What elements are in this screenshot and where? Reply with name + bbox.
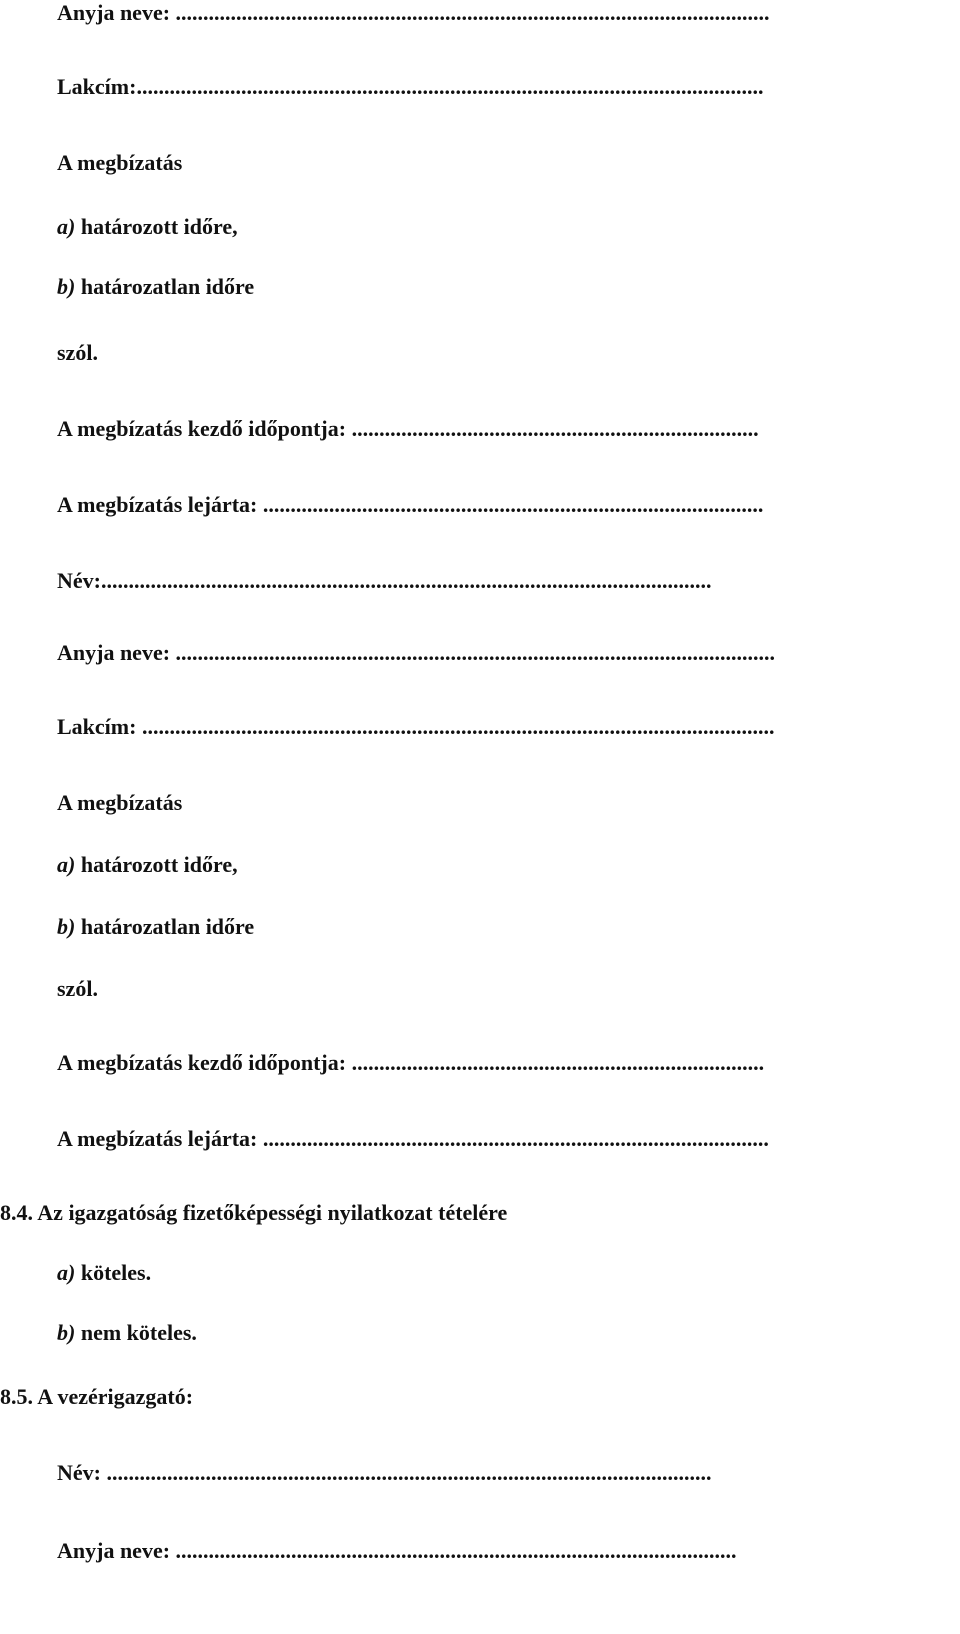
section-heading-8-5 [0, 1384, 193, 1410]
option-indefinite-term [57, 274, 254, 300]
option-marker: a) [57, 852, 76, 877]
mandate-text [57, 150, 182, 176]
option-text: határozatlan időre [80, 914, 255, 939]
field-label: Anyja neve: [57, 1538, 171, 1563]
field-dots: .................................................................................................................. [136, 74, 764, 99]
text: A megbízatás [57, 150, 183, 175]
option-not-obliged [57, 1320, 197, 1346]
section-title: Az igazgatóság fizetőképességi nyilatkozat tételére [37, 1200, 508, 1225]
field-address [57, 714, 774, 740]
option-marker: b) [57, 274, 76, 299]
field-label: A megbízatás kezdő időpontja: [57, 416, 347, 441]
option-marker: a) [57, 214, 76, 239]
field-dots: ............................................................................................................... [100, 568, 712, 593]
field-mother-name [57, 640, 775, 666]
field-mandate-end [57, 1126, 769, 1152]
field-label: A megbízatás kezdő időpontja: [57, 1050, 347, 1075]
option-marker: b) [57, 914, 76, 939]
option-indefinite-term [57, 914, 254, 940]
field-dots: .............................................................................................................. [106, 1460, 712, 1485]
field-mandate-end [57, 492, 763, 518]
field-label: A megbízatás lejárta: [57, 492, 258, 517]
field-mandate-start [57, 1050, 764, 1076]
field-mother-name [57, 1538, 737, 1564]
field-dots: ............................................................................................................. [175, 640, 776, 665]
section-number: 8.4. [0, 1200, 33, 1225]
field-name [57, 1460, 711, 1486]
text: szól. [57, 340, 98, 365]
option-marker: b) [57, 1320, 76, 1345]
field-dots: .......................................................................... [351, 416, 759, 441]
option-fixed-term [57, 852, 238, 878]
option-text: nem köteles. [80, 1320, 197, 1345]
section-title: A vezérigazgató: [37, 1384, 194, 1409]
field-dots: ............................................................................................ [262, 1126, 769, 1151]
option-text: határozatlan időre [80, 274, 255, 299]
mandate-text [57, 790, 182, 816]
text: szól. [57, 976, 98, 1001]
option-marker: a) [57, 1260, 76, 1285]
field-label: Anyja neve: [57, 0, 171, 25]
field-dots: ............................................................................................................ [175, 0, 770, 25]
option-text: határozott időre, [80, 852, 238, 877]
field-address [57, 74, 763, 100]
field-dots: ........................................................................................... [262, 492, 764, 517]
field-name [57, 568, 711, 594]
field-label: A megbízatás lejárta: [57, 1126, 258, 1151]
field-dots: ........................................................................... [351, 1050, 765, 1075]
szol-text [57, 976, 98, 1002]
option-fixed-term [57, 214, 238, 240]
text: A megbízatás [57, 790, 183, 815]
field-dots: ................................................................................................................... [141, 714, 775, 739]
field-label: Anyja neve: [57, 640, 171, 665]
field-dots: ...................................................................................................... [175, 1538, 737, 1563]
field-label: Név: [57, 1460, 101, 1485]
section-number: 8.5. [0, 1384, 33, 1409]
option-obliged [57, 1260, 151, 1286]
field-label: Lakcím: [57, 714, 137, 739]
field-mandate-start [57, 416, 759, 442]
field-label: Lakcím: [57, 74, 137, 99]
szol-text [57, 340, 98, 366]
field-mother-name [57, 0, 770, 26]
section-heading-8-4 [0, 1200, 507, 1226]
field-label: Név: [57, 568, 101, 593]
option-text: köteles. [80, 1260, 152, 1285]
option-text: határozott időre, [80, 214, 238, 239]
